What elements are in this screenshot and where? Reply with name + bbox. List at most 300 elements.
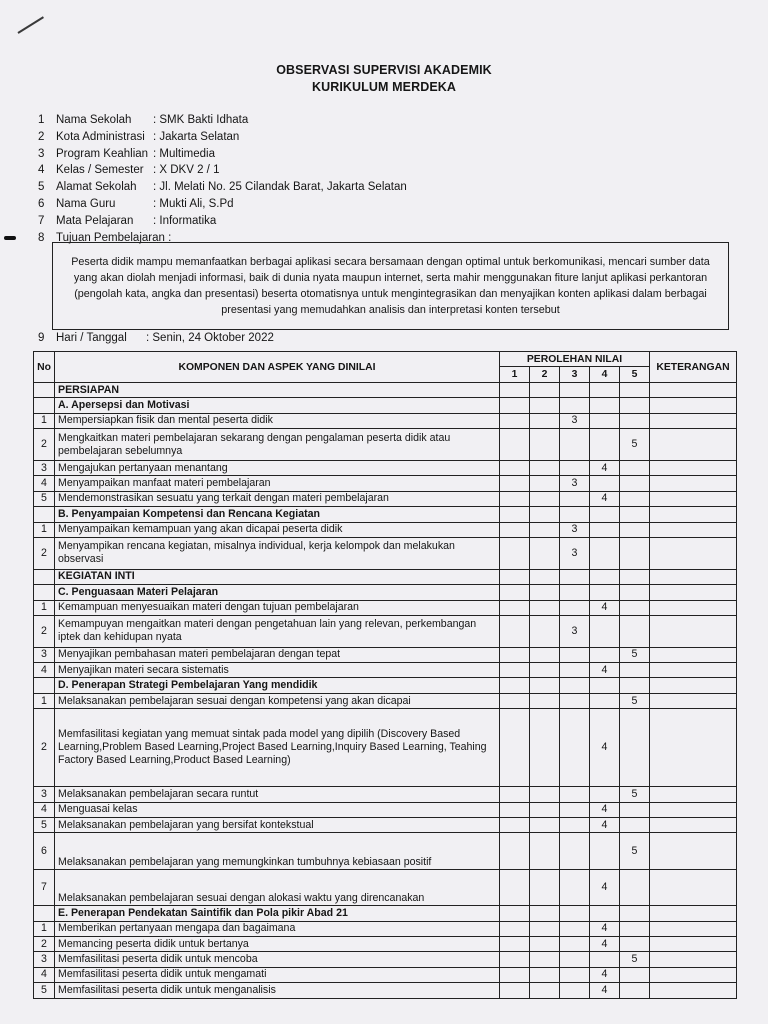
score-cell-1 [500,507,530,522]
score-cell-1 [500,983,530,998]
aspect-text: Mendemonstrasikan sesuatu yang terkait dengan materi pembelajaran [55,491,500,506]
score-cell-5 [620,869,650,905]
row-number [34,569,55,584]
score-cell-2 [530,693,560,708]
section-heading: C. Penguasaan Materi Pelajaran [55,585,500,600]
remarks-cell [650,906,737,921]
section-row [34,383,737,398]
score-cell-4 [590,429,620,461]
score-cell-3 [560,802,590,817]
section-heading: PERSIAPAN [55,383,500,398]
score-cell-2 [530,615,560,647]
remarks-cell [650,952,737,967]
row-number: 6 [34,833,55,869]
score-cell-2 [530,921,560,936]
score-cell-5 [620,983,650,998]
score-cell-5 [620,413,650,428]
score-cell-4: 4 [590,921,620,936]
identity-label: Nama Guru [56,197,116,210]
score-cell-1 [500,491,530,506]
score-cell-4: 4 [590,709,620,787]
score-cell-4 [590,507,620,522]
score-cell-1 [500,398,530,413]
table-row [34,413,737,428]
identity-number: 3 [38,147,45,160]
row-number: 2 [34,429,55,461]
score-cell-4 [590,647,620,662]
table-row [34,429,737,461]
score-cell-1 [500,522,530,537]
score-cell-2 [530,906,560,921]
score-cell-2 [530,476,560,491]
score-cell-2 [530,429,560,461]
remarks-cell [650,413,737,428]
table-row [34,869,737,905]
aspect-text: Menyampaikan kemampuan yang akan dicapai peserta didik [55,522,500,537]
identity-number: 5 [38,181,45,194]
score-cell-1 [500,802,530,817]
identity-number: 7 [38,214,45,227]
row-number: 3 [34,952,55,967]
aspect-text: Memfasilitasi peserta didik untuk menganalisis [55,983,500,998]
row-number: 3 [34,787,55,802]
score-cell-5: 5 [620,693,650,708]
row-number: 3 [34,647,55,662]
score-cell-4 [590,383,620,398]
aspect-text: Menyajikan materi secara sistematis [55,663,500,678]
score-cell-3 [560,967,590,982]
remarks-cell [650,460,737,475]
score-cell-4 [590,833,620,869]
section-row [34,398,737,413]
section-heading: E. Penerapan Pendekatan Saintifik dan Pola pikir Abad 21 [55,906,500,921]
score-cell-2 [530,983,560,998]
table-row [34,936,737,951]
score-cell-5: 5 [620,429,650,461]
score-cell-2 [530,936,560,951]
header-no: No [34,352,55,383]
score-cell-5 [620,709,650,787]
remarks-cell [650,398,737,413]
score-cell-5 [620,663,650,678]
score-cell-2 [530,600,560,615]
header-score-2: 2 [530,367,560,383]
score-cell-3 [560,818,590,833]
learning-objective-text: Peserta didik mampu memanfaatkan berbagai aplikasi secara bersamaan dengan optimal untuk berkomunikasi, mencari sumber data yang akan diolah menjadi informasi, baik di dunia nyata maupun internet, serta mahir menggunakan fiture lanjut aplikasi perkantoran (pengolah kata, angka dan presentasi) beserta otomatisnya untuk mengintegrasikan dan menyajikan konten aplikasi dalam berbagai presentasi yang memudahkan analisis dan interpretasi konten tersebut [71,256,710,316]
score-cell-5 [620,678,650,693]
score-cell-4 [590,693,620,708]
score-cell-1 [500,952,530,967]
score-cell-4 [590,476,620,491]
section-heading: D. Penerapan Strategi Pembelajaran Yang mendidik [55,678,500,693]
score-cell-1 [500,967,530,982]
remarks-cell [650,967,737,982]
score-cell-3 [560,921,590,936]
identity-number: 6 [38,197,45,210]
header-score-4: 4 [590,367,620,383]
score-cell-3 [560,983,590,998]
score-cell-3 [560,678,590,693]
score-cell-4: 4 [590,802,620,817]
score-cell-5 [620,921,650,936]
score-cell-3 [560,585,590,600]
score-cell-5 [620,585,650,600]
score-cell-4 [590,615,620,647]
score-cell-1 [500,537,530,569]
table-row [34,921,737,936]
score-cell-1 [500,906,530,921]
score-cell-1 [500,869,530,905]
score-cell-1 [500,476,530,491]
row-number [34,585,55,600]
pen-stroke-mark [17,16,44,34]
table-row [34,600,737,615]
identity-number: 4 [38,164,45,177]
score-cell-3: 3 [560,522,590,537]
aspect-text: Kemampuyan mengaitkan materi dengan pengetahuan lain yang relevan, perkembangan iptek dan kehidupan nyata [55,615,500,647]
score-cell-1 [500,600,530,615]
aspect-text: Mengkaitkan materi pembelajaran sekarang dengan pengalaman peserta didik atau pembelajaran sebelumnya [55,429,500,461]
score-cell-2 [530,802,560,817]
score-cell-2 [530,952,560,967]
score-cell-4: 4 [590,967,620,982]
row-number: 4 [34,476,55,491]
score-cell-1 [500,818,530,833]
aspect-text: Melaksanakan pembelajaran sesuai dengan alokasi waktu yang direncanakan [55,869,500,905]
score-cell-4 [590,787,620,802]
score-cell-4 [590,413,620,428]
identity-label: Mata Pelajaran [56,214,134,227]
identity-number: 1 [38,114,45,126]
table-row [34,491,737,506]
remarks-cell [650,600,737,615]
score-cell-2 [530,647,560,662]
score-cell-2 [530,398,560,413]
table-row [34,802,737,817]
score-cell-5 [620,507,650,522]
remarks-cell [650,491,737,506]
section-heading: A. Apersepsi dan Motivasi [55,398,500,413]
score-cell-3 [560,663,590,678]
score-cell-5: 5 [620,833,650,869]
score-cell-1 [500,585,530,600]
remarks-cell [650,507,737,522]
table-row [34,952,737,967]
header-score-5: 5 [620,367,650,383]
table-row [34,615,737,647]
score-cell-4 [590,522,620,537]
score-cell-3 [560,460,590,475]
identity-value: : X DKV 2 / 1 [153,164,220,177]
row-number: 4 [34,967,55,982]
aspect-text: Kemampuan menyesuaikan materi dengan tujuan pembelajaran [55,600,500,615]
remarks-cell [650,522,737,537]
row-number: 7 [34,869,55,905]
score-cell-3: 3 [560,615,590,647]
score-cell-1 [500,569,530,584]
remarks-cell [650,709,737,787]
score-cell-5: 5 [620,647,650,662]
identity-label: Tujuan Pembelajaran : [56,231,172,244]
identity-label: Alamat Sekolah [56,181,137,194]
margin-mark [4,236,16,240]
aspect-text: Melaksanakan pembelajaran yang memungkinkan tumbuhnya kebiasaan positif [55,833,500,869]
remarks-cell [650,429,737,461]
score-cell-4 [590,569,620,584]
score-cell-1 [500,413,530,428]
table-row [34,522,737,537]
table-row [34,967,737,982]
row-number: 2 [34,936,55,951]
score-cell-1 [500,383,530,398]
remarks-cell [650,833,737,869]
document-subtitle: KURIKULUM MERDEKA [311,80,457,94]
remarks-cell [650,802,737,817]
date-label: Hari / Tanggal [56,332,127,344]
score-cell-5 [620,476,650,491]
score-cell-4: 4 [590,983,620,998]
score-cell-1 [500,647,530,662]
row-number: 1 [34,522,55,537]
score-cell-2 [530,787,560,802]
identity-value: : Jakarta Selatan [153,130,240,143]
score-cell-5 [620,967,650,982]
score-cell-5 [620,398,650,413]
remarks-cell [650,383,737,398]
score-cell-1 [500,460,530,475]
score-cell-3 [560,507,590,522]
row-number: 2 [34,709,55,787]
date-value: : Senin, 24 Oktober 2022 [146,332,274,344]
aspect-text: Memfasilitasi peserta didik untuk mengamati [55,967,500,982]
remarks-cell [650,647,737,662]
identity-value: : Multimedia [153,147,215,160]
score-cell-4: 4 [590,818,620,833]
score-cell-3 [560,952,590,967]
score-cell-3 [560,709,590,787]
score-cell-5: 5 [620,952,650,967]
score-cell-5 [620,600,650,615]
table-row [34,476,737,491]
score-cell-5 [620,615,650,647]
score-cell-4 [590,678,620,693]
score-cell-4 [590,537,620,569]
score-cell-3 [560,647,590,662]
score-cell-1 [500,615,530,647]
score-cell-2 [530,709,560,787]
aspect-text: Melaksanakan pembelajaran yang bersifat kontekstual [55,818,500,833]
remarks-cell [650,569,737,584]
score-cell-3 [560,833,590,869]
score-cell-2 [530,967,560,982]
score-cell-3 [560,693,590,708]
score-cell-4: 4 [590,936,620,951]
score-cell-4: 4 [590,600,620,615]
section-row [34,906,737,921]
identity-label: Kota Administrasi [56,130,145,143]
score-cell-5 [620,906,650,921]
section-row [34,507,737,522]
identity-label: Kelas / Semester [56,164,144,177]
identity-label: Program Keahlian [56,147,149,160]
assessment-table [33,351,737,999]
score-cell-3 [560,869,590,905]
score-cell-2 [530,585,560,600]
row-number: 1 [34,600,55,615]
score-cell-1 [500,678,530,693]
row-number: 2 [34,537,55,569]
remarks-cell [650,678,737,693]
section-heading: B. Penyampaian Kompetensi dan Rencana Kegiatan [55,507,500,522]
aspect-text: Memberikan pertanyaan mengapa dan bagaimana [55,921,500,936]
score-cell-3: 3 [560,537,590,569]
score-cell-3 [560,787,590,802]
row-number: 2 [34,615,55,647]
score-cell-3 [560,569,590,584]
header-score-1: 1 [500,367,530,383]
table-row [34,709,737,787]
score-cell-2 [530,507,560,522]
score-cell-3 [560,491,590,506]
table-row [34,460,737,475]
score-cell-5 [620,936,650,951]
row-number: 5 [34,983,55,998]
section-row [34,569,737,584]
score-cell-2 [530,678,560,693]
remarks-cell [650,476,737,491]
identity-label: Nama Sekolah [56,114,132,126]
score-cell-2 [530,383,560,398]
score-cell-5 [620,491,650,506]
score-cell-2 [530,491,560,506]
aspect-text: Melaksanakan pembelajaran secara runtut [55,787,500,802]
remarks-cell [650,787,737,802]
identity-value: : Jl. Melati No. 25 Cilandak Barat, Jakarta Selatan [153,181,407,194]
document-title: OBSERVASI SUPERVISI AKADEMIK [276,63,492,77]
score-cell-2 [530,569,560,584]
aspect-text: Menyajikan pembahasan materi pembelajaran dengan tepat [55,647,500,662]
score-cell-1 [500,663,530,678]
score-cell-1 [500,429,530,461]
score-cell-2 [530,537,560,569]
identity-value: : Informatika [153,214,217,227]
aspect-text: Menyampikan rencana kegiatan, misalnya individual, kerja kelompok dan melakukan observasi [55,537,500,569]
header-score-group: PEROLEHAN NILAI [500,352,650,367]
row-number: 1 [34,693,55,708]
score-cell-2 [530,413,560,428]
header-component: KOMPONEN DAN ASPEK YANG DINILAI [55,352,500,383]
aspect-text: Mengajukan pertanyaan menantang [55,460,500,475]
score-cell-4 [590,906,620,921]
remarks-cell [650,585,737,600]
row-number: 4 [34,802,55,817]
date-number: 9 [38,332,45,344]
table-row [34,833,737,869]
remarks-cell [650,818,737,833]
score-cell-3 [560,429,590,461]
score-cell-4 [590,952,620,967]
row-number: 5 [34,491,55,506]
score-cell-3 [560,398,590,413]
score-cell-2 [530,522,560,537]
score-cell-3 [560,600,590,615]
row-number [34,507,55,522]
aspect-text: Mempersiapkan fisik dan mental peserta didik [55,413,500,428]
score-cell-4: 4 [590,869,620,905]
remarks-cell [650,983,737,998]
aspect-text: Menyampaikan manfaat materi pembelajaran [55,476,500,491]
row-number [34,398,55,413]
table-row [34,983,737,998]
table-row [34,663,737,678]
score-cell-4: 4 [590,663,620,678]
section-row [34,678,737,693]
score-cell-1 [500,709,530,787]
score-cell-2 [530,818,560,833]
remarks-cell [650,693,737,708]
score-cell-5 [620,802,650,817]
row-number: 1 [34,413,55,428]
score-cell-5 [620,383,650,398]
score-cell-5: 5 [620,787,650,802]
table-row [34,787,737,802]
remarks-cell [650,869,737,905]
score-cell-4 [590,398,620,413]
identity-number: 8 [38,231,45,244]
score-cell-1 [500,921,530,936]
score-cell-4: 4 [590,460,620,475]
score-cell-2 [530,460,560,475]
score-cell-5 [620,569,650,584]
aspect-text: Menguasai kelas [55,802,500,817]
row-number: 3 [34,460,55,475]
score-cell-3 [560,906,590,921]
row-number [34,678,55,693]
score-cell-5 [620,522,650,537]
table-row [34,537,737,569]
identity-value: : Mukti Ali, S.Pd [153,197,234,210]
remarks-cell [650,615,737,647]
score-cell-3: 3 [560,476,590,491]
row-number [34,383,55,398]
score-cell-2 [530,663,560,678]
identity-value: : SMK Bakti Idhata [153,114,249,126]
score-cell-5 [620,537,650,569]
header-remarks: KETERANGAN [650,352,737,383]
score-cell-2 [530,869,560,905]
table-row [34,693,737,708]
section-row [34,585,737,600]
section-heading: KEGIATAN INTI [55,569,500,584]
row-number: 5 [34,818,55,833]
score-cell-2 [530,833,560,869]
aspect-text: Memfasilitasi peserta didik untuk mencoba [55,952,500,967]
row-number [34,906,55,921]
score-cell-4 [590,585,620,600]
table-row [34,818,737,833]
table-row [34,647,737,662]
remarks-cell [650,663,737,678]
score-cell-1 [500,833,530,869]
score-cell-5 [620,818,650,833]
row-number: 1 [34,921,55,936]
score-cell-1 [500,693,530,708]
learning-objective-box [52,242,729,330]
remarks-cell [650,921,737,936]
remarks-cell [650,936,737,951]
identity-number: 2 [38,130,45,143]
aspect-text: Melaksanakan pembelajaran sesuai dengan kompetensi yang akan dicapai [55,693,500,708]
